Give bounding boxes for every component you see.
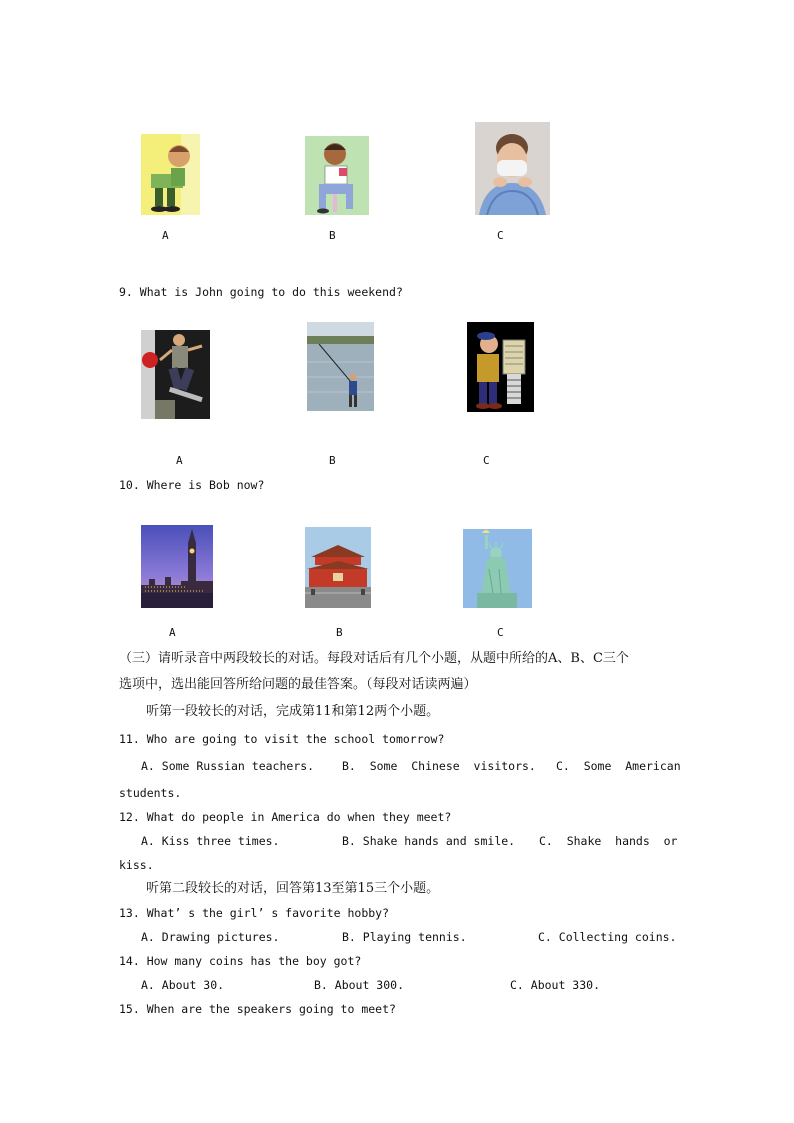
q9-option-c-picture bbox=[467, 322, 534, 412]
q10-option-b-picture bbox=[305, 527, 371, 608]
q9-label-a: A bbox=[176, 454, 183, 467]
q9-option-b-picture bbox=[307, 322, 374, 411]
question-9: 9. What is John going to do this weekend? bbox=[119, 285, 403, 299]
q9-label-b: B bbox=[329, 454, 336, 467]
q14-option-b: B. About 300. bbox=[314, 978, 405, 992]
q8-option-c-picture bbox=[475, 122, 550, 215]
q10-label-c: C bbox=[497, 626, 504, 639]
dialog1-intro: 听第一段较长的对话，完成第11和第12两个小题。 bbox=[146, 704, 440, 719]
section3-instruction-line2: 选项中，选出能回答所给问题的最佳答案。（每段对话读两遍） bbox=[119, 677, 477, 692]
question-13: 13. What’ s the girl’ s favorite hobby? bbox=[119, 906, 390, 920]
question-12: 12. What do people in America do when they meet? bbox=[119, 810, 452, 824]
q11-option-c: C. Some American bbox=[556, 759, 681, 773]
q11-option-b: B. Some Chinese visitors. bbox=[342, 759, 536, 773]
q8-label-a: A bbox=[162, 229, 169, 242]
question-10: 10. Where is Bob now? bbox=[119, 478, 265, 492]
dialog2-intro: 听第二段较长的对话，回答第13至第15三个小题。 bbox=[146, 881, 440, 896]
q8-option-b-picture bbox=[305, 136, 369, 215]
q10-label-a: A bbox=[169, 626, 176, 639]
section3-instruction-line1: （三）请听录音中两段较长的对话。每段对话后有几个小题，从题中所给的A、B、C三个 bbox=[119, 651, 629, 666]
q13-option-a: A. Drawing pictures. bbox=[141, 930, 280, 944]
q10-option-c-picture bbox=[463, 529, 532, 608]
question-11: 11. Who are going to visit the school tomorrow? bbox=[119, 732, 445, 746]
q12-option-a: A. Kiss three times. bbox=[141, 834, 280, 848]
q9-label-c: C bbox=[483, 454, 490, 467]
q12-option-c: C. Shake hands or bbox=[539, 834, 678, 848]
question-15: 15. When are the speakers going to meet? bbox=[119, 1002, 396, 1016]
question-14: 14. How many coins has the boy got? bbox=[119, 954, 362, 968]
q9-option-a-picture bbox=[141, 330, 210, 419]
q13-option-c: C. Collecting coins. bbox=[538, 930, 677, 944]
q10-option-a-picture bbox=[141, 525, 213, 608]
q14-option-a: A. About 30. bbox=[141, 978, 225, 992]
q10-label-b: B bbox=[336, 626, 343, 639]
q11-option-c-continued: students. bbox=[119, 786, 182, 800]
q12-option-b: B. Shake hands and smile. bbox=[342, 834, 516, 848]
q11-option-a: A. Some Russian teachers. bbox=[141, 759, 315, 773]
q8-label-c: C bbox=[497, 229, 504, 242]
q12-option-c-continued: kiss. bbox=[119, 858, 154, 872]
q8-label-b: B bbox=[329, 229, 336, 242]
q8-option-a-picture bbox=[141, 134, 200, 215]
q13-option-b: B. Playing tennis. bbox=[342, 930, 467, 944]
q14-option-c: C. About 330. bbox=[510, 978, 601, 992]
